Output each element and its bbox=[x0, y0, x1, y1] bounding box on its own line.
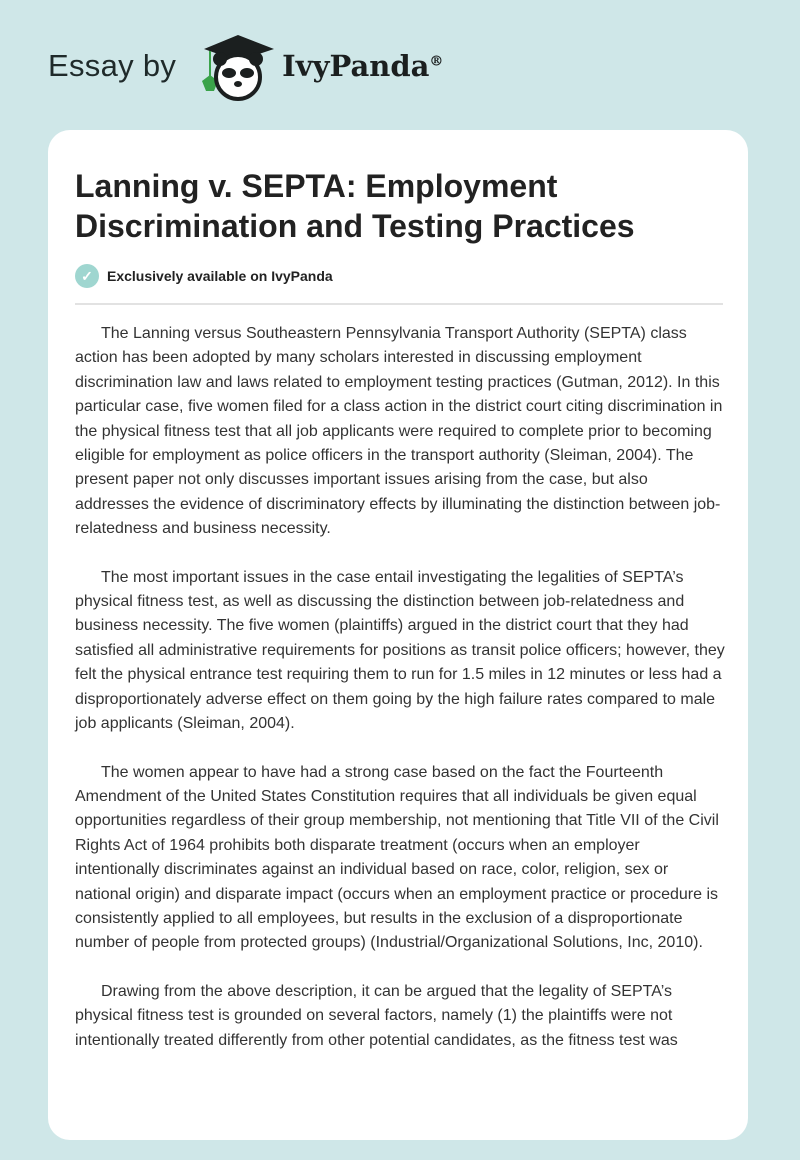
exclusive-badge bbox=[75, 264, 333, 288]
essay-by-label: Essay by bbox=[48, 48, 177, 83]
exclusive-text: Exclusively available on IvyPanda bbox=[107, 268, 333, 284]
brand-name: IvyPanda® bbox=[282, 49, 444, 83]
essay-card bbox=[48, 130, 748, 1140]
divider bbox=[75, 303, 723, 305]
paragraph: The Lanning versus Southeastern Pennsylvania Transport Authority (SEPTA) class action has been adopted by many scholars interested in discussing employment discrimination law and laws related to employment testing practices (Gutman, 2012). In this particular case, five women filed for a class action in the district court citing discrimination in the physical fitness test that all job applicants were required to complete prior to becoming eligible for employment as police officers in the transport authority (Sleiman, 2004). The present paper not only discusses important issues arising from the case, but also addresses the evidence of discriminatory effects by illuminating the distinction between job-relatedness and business necessity. bbox=[75, 325, 723, 538]
essay-body bbox=[75, 322, 725, 1077]
paragraph: Drawing from the above description, it can be argued that the legality of SEPTA’s physical fitness test is grounded on several factors, namely (1) the plaintiffs were not intentionally treated differently from other potential candidates, as the fitness test was bbox=[75, 982, 678, 1049]
site-header bbox=[48, 36, 443, 96]
paragraph: The women appear to have had a strong case based on the fact the Fourteenth Amendment of the United States Constitution requires that all individuals be given equal opportunities regardless of their group membership, not mentioning that Title VII of the Civil Rights Act of 1964 prohibits both disparate treatment (occurs when an employer intentionally discriminates against an individual based on race, color, religion, sex or national origin) and disparate impact (occurs when an employment practice or procedure is consistently applied to all employees, but results in the exclusion of a disproportionate number of people from protected groups) (Industrial/Organizational Solutions, Inc, 2010). bbox=[75, 763, 719, 952]
check-circle-icon: ✓ bbox=[75, 264, 99, 288]
essay-title: Lanning v. SEPTA: Employment Discrimination and Testing Practices bbox=[75, 168, 635, 244]
ivypanda-logo-icon[interactable] bbox=[194, 31, 278, 101]
paragraph: The most important issues in the case entail investigating the legalities of SEPTA’s physical fitness test, as well as discussing the distinction between job-relatedness and business necessity. The five women (plaintiffs) argued in the district court that they had satisfied all administrative requirements for positions as transit police officers; however, they felt the physical entrance test requiring them to run for 1.5 miles in 12 minutes or less had a disproportionately adverse effect on them going by the high failure rates compared to male job applicants (Sleiman, 2004). bbox=[75, 568, 725, 733]
